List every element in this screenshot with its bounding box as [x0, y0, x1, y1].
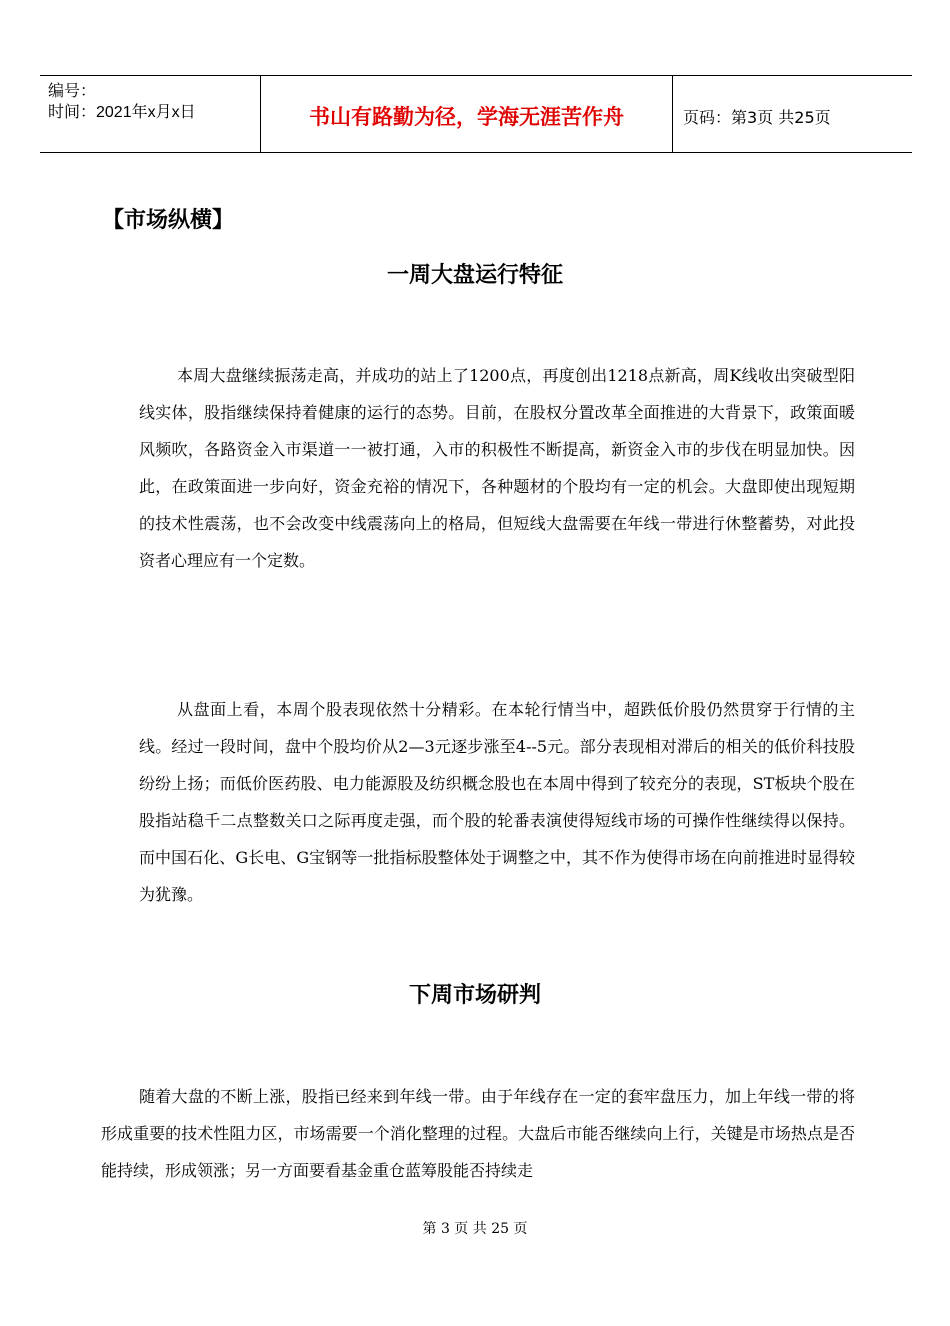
code-label: 编号： — [48, 83, 97, 100]
document-header — [40, 75, 912, 153]
header-page-info: 页码：第3页 共25页 — [683, 107, 831, 127]
section-tag: 【市场纵横】 — [102, 208, 235, 233]
heading-weekly: 一周大盘运行特征 — [386, 263, 563, 288]
paragraph-outlook: 随着大盘的不断上涨，股指已经来到年线一带。由于年线存在一定的套牢盘压力，加上年线一带的将形成重要的技术性阻力区，市场需要一个消化整理的过程。大盘后市能否继续向上行，关键是市场热点是否能持续，形成领涨；另一方面要看基金重仓蓝筹股能否持续走 — [101, 1087, 855, 1180]
heading-next-week: 下周市场研判 — [408, 983, 541, 1008]
paragraph-market-overview: 从盘面上看，本周个股表现依然十分精彩。在本轮行情当中，超跌低价股仍然贯穿于行情的主线。经过一段时间，盘中个股均价从2—3元逐步涨至4--5元。部分表现相对滞后的相关的低价科技股纷纷上扬；而低价医药股、电力能源股及纺织概念股也在本周中得到了较充分的表现，ST板块个股在股指站稳千二点整数关口之际再度走强，而个股的轮番表演使得短线市场的可操作性继续得以保持。而中国石化、G长电、G宝钢等一批指标股整体处于调整之中，其不作为使得市场在向前推进时显得较为犹豫。 — [139, 700, 855, 904]
paragraph-weekly-summary: 本周大盘继续振荡走高，并成功的站上了1200点，再度创出1218点新高，周K线收出突破型阳线实体，股指继续保持着健康的运行的态势。目前，在股权分置改革全面推进的大背景下，政策面暖风频吹，各路资金入市渠道一一被打通，入市的积极性不断提高，新资金入市的步伐在明显加快。因此，在政策面进一步向好，资金充裕的情况下，各种题材的个股均有一定的机会。大盘即使出现短期的技术性震荡，也不会改变中线震荡向上的格局，但短线大盘需要在年线一带进行休整蓄势，对此投资者心理应有一个定数。 — [139, 366, 855, 570]
date-label: 时间：2021年x月x日 — [48, 104, 196, 121]
header-meta — [40, 76, 261, 152]
header-motto: 书山有路勤为径，学海无涯苦作舟 — [261, 76, 673, 152]
page-footer: 第 3 页 共 25 页 — [422, 1221, 528, 1237]
